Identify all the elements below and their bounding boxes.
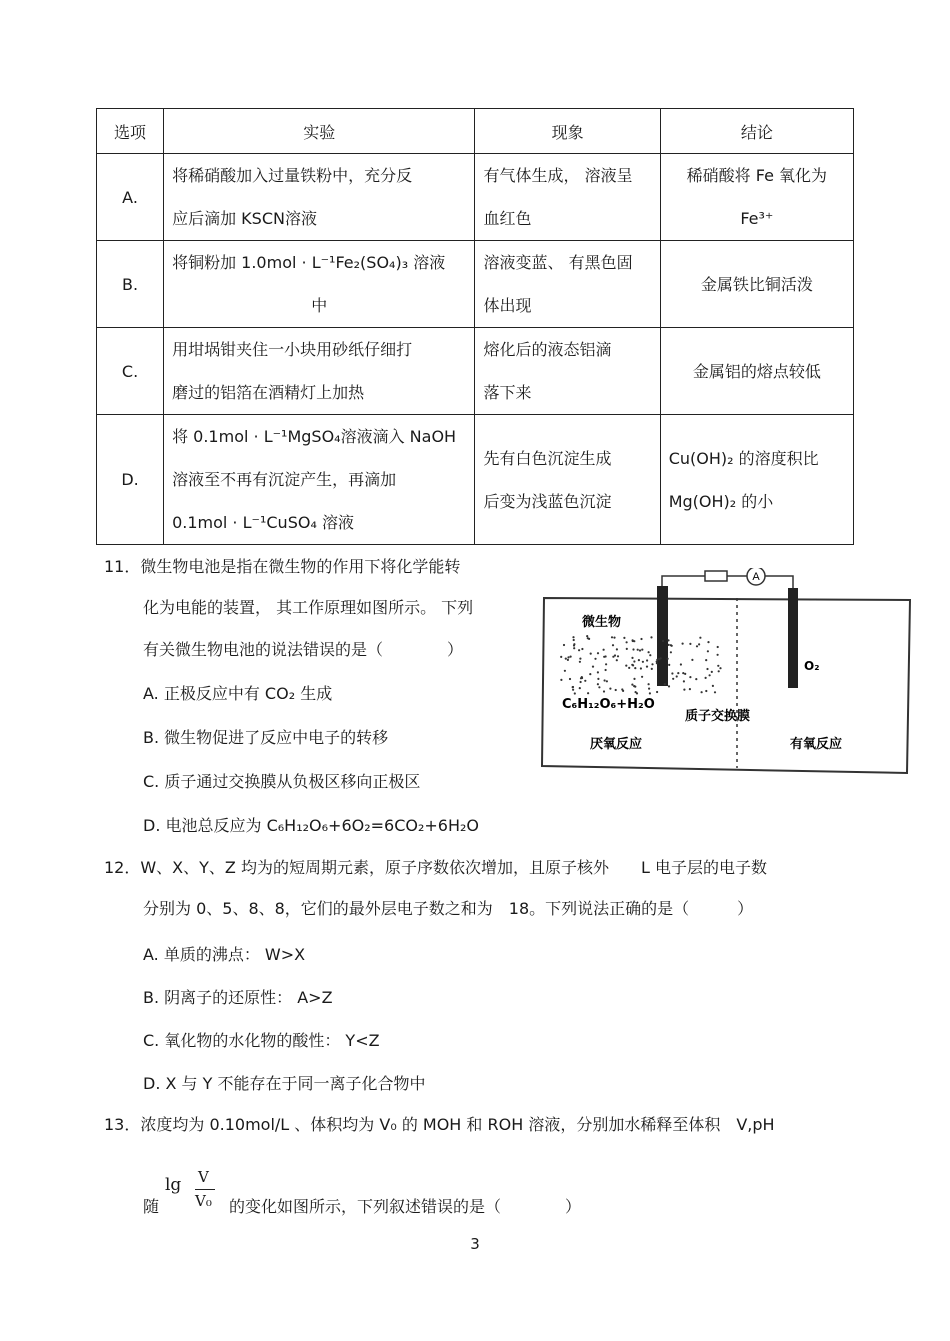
microbe-dot [572,636,574,638]
microbe-dot [625,665,627,667]
microbe-dot [705,690,707,692]
microbe-dot [636,692,638,694]
text-line: 将铜粉加 1.0mol · L⁻¹Fe₂(SO₄)₃ 溶液 [172,253,446,272]
microbe-dot [597,652,599,654]
microbe-dot [626,648,628,650]
microbe-dot [650,636,652,638]
table-row [97,328,854,415]
table-header-row [97,109,854,154]
microbe-dot [649,654,651,656]
microbe-dot [651,668,653,670]
anaerobic-label: 厌氧反应 [590,737,643,752]
microbe-dot [564,670,566,672]
glucose-label: C₆H₁₂O₆+H₂O [562,697,655,712]
microbe-dot [631,684,633,686]
q12-option-a: A. 单质的沸点： W>X [143,945,306,964]
microbe-dot [648,688,650,690]
microbe-dot [586,635,588,637]
microbe-dot [714,691,716,693]
microbe-dot [594,658,596,660]
microbe-dot [605,669,607,671]
microbe-dot [612,644,614,646]
text-line: 溶液变蓝、 有黑色固 [483,253,633,272]
option-cell: C. [97,328,164,415]
text-line: Cu(OH)₂ 的溶度积比 [668,448,819,468]
formula-denominator: V₀ [195,1192,212,1210]
microbe-dot [711,671,713,673]
microbe-dot [705,677,707,679]
q11-stem-line3: 有关微生物电池的说法错误的是（ ） [143,640,464,659]
microbe-dot [605,655,607,657]
experiment-cell [164,415,475,545]
experiment-table [96,108,854,545]
microbe-dot [609,688,611,690]
text-line: 金属铁比铜活泼 [700,274,813,294]
microbe-dot [646,659,648,661]
microbe-dot [719,667,721,669]
microbe-dot [717,665,719,667]
microbe-dot [574,692,576,694]
microbe-dot [656,691,658,693]
text-line: 熔化后的液态铝滴 [483,340,612,359]
microbe-dot [597,671,599,673]
q11-option-a: A. 正极反应中有 CO₂ 生成 [143,684,333,703]
microbe-dot [640,667,642,669]
microbe-dot [642,661,644,663]
microbe-dot [668,664,670,666]
text-line: 稀硝酸将 Fe 氧化为 [686,166,828,185]
microbe-dot [626,641,628,643]
q11-option-c: C. 质子通过交换膜从负极区移向正极区 [143,772,421,791]
microbe-dot [717,646,719,648]
header-conclusion: 结论 [660,109,853,154]
microbe-dot [660,657,662,659]
microbe-dot [628,667,630,669]
q13-stem-line1: 13．浓度均为 0.10mol/L 、体积均为 V₀ 的 MOH 和 ROH 溶液，分别加水稀释至体积 V,pH [104,1115,775,1134]
microbe-dot [587,692,589,694]
microbe-dot [567,656,569,658]
microbe-dot [668,685,670,687]
microbe-dot [670,651,672,653]
text-line: 体出现 [483,296,532,315]
microbe-dot [640,638,642,640]
microbe-dot [570,656,572,658]
microbe-dot [676,675,678,677]
text-line: 先有白色沉淀生成 [483,448,612,468]
microbe-dot [603,690,605,692]
microbe-dot [671,645,673,647]
microbe-dot [672,678,674,680]
microbe-dot [641,649,643,651]
wire [662,576,705,586]
q12-option-d: D. X 与 Y 不能存在于同一离子化合物中 [143,1074,426,1093]
formula-numerator: V [198,1168,209,1186]
q13-stem-rest: 的变化如图所示，下列叙述错误的是（ ） [229,1197,582,1216]
negative-electrode [657,586,668,686]
microbe-dot [701,691,703,693]
text-line: 落下来 [483,383,532,402]
experiment-cell [164,241,475,328]
phenomenon-cell [475,241,660,328]
microbe-dot [707,641,709,643]
microbe-dot [613,637,615,639]
microbe-dot [560,679,562,681]
microbe-dot [667,658,669,660]
option-cell: B. [97,241,164,328]
microbe-dot [597,678,599,680]
microbe-dot [646,666,648,668]
microbe-dot [565,658,567,660]
microbe-dot [682,643,684,645]
text-line: Fe³⁺ [740,209,774,228]
microbe-dot [604,679,606,681]
microbe-dot [639,649,641,651]
membrane-label: 质子交换膜 [685,709,751,724]
microbial-battery-diagram [540,568,915,778]
microbe-dot [631,657,633,659]
microbe-dot [581,676,583,678]
microbe-dot [682,672,684,674]
microbe-dot [590,653,592,655]
aerobic-label: 有氧反应 [790,737,843,752]
microbe-dot [689,643,691,645]
microbe-dots [560,635,722,695]
microbe-dot [581,648,583,650]
microbe-dot [699,637,701,639]
microbe-dot [656,662,658,664]
microbe-dot [705,659,707,661]
text-line: 血红色 [483,209,532,228]
experiment-cell [164,328,475,415]
microbe-dot [587,637,589,639]
q12-stem-line1: 12．W、X、Y、Z 均为的短周期元素，原子序数依次增加，且原子核外 L 电子层的电子数 [104,858,767,877]
microbe-dot [621,688,623,690]
phenomenon-cell [475,328,660,415]
microbe-dot [611,636,613,638]
microbe-dot [615,689,617,691]
microbe-dot [649,692,651,694]
text-line: 金属铝的熔点较低 [692,361,821,381]
q12-option-c: C. 氧化物的水化物的酸性： Y<Z [143,1031,380,1050]
microbe-dot [579,661,581,663]
q12-stem-line2: 分别为 0、5、8、8，它们的最外层电子数之和为 18。下列说法正确的是（ ） [143,899,754,918]
microbe-dot [634,667,636,669]
microbe-dot [684,673,686,675]
table-row [97,154,854,241]
conclusion-cell [660,328,853,415]
page-number: 3 [470,1235,480,1253]
formula-lg: lg [165,1175,182,1195]
phenomenon-cell [475,415,660,545]
microbe-dot [569,678,571,680]
microbe-dot [572,689,574,691]
microbe-dot [651,663,653,665]
conclusion-cell [660,241,853,328]
microbe-dot [712,685,714,687]
microbe-dot [614,654,616,656]
text-line: 将稀硝酸加入过量铁粉中，充分反 [172,166,413,185]
microbe-dot [633,685,635,687]
text-line: 后变为浅蓝色沉淀 [483,491,612,511]
microbe-label: 微生物 [582,615,622,630]
microbe-dot [632,640,634,642]
microbe-dot [567,659,569,661]
microbe-dot [560,656,562,658]
microbe-dot [683,680,685,682]
microbe-dot [572,686,574,688]
microbe-dot [616,659,618,661]
microbe-dot [664,683,666,685]
microbe-dot [606,680,608,682]
microbe-dot [632,648,634,650]
wire [765,576,793,588]
microbe-dot [717,654,719,656]
microbe-dot [617,655,619,657]
microbe-dot [696,645,698,647]
microbe-dot [698,643,700,645]
microbe-dot [563,644,565,646]
text-line: 应后滴加 KSCN溶液 [172,209,317,228]
microbe-dot [668,644,670,646]
q12-option-b: B. 阴离子的还原性： A>Z [143,988,333,1007]
q11-stem-line1: 11．微生物电池是指在微生物的作用下将化学能转 [104,557,461,576]
microbe-dot [616,648,618,650]
q13-stem-sui: 随 [143,1197,160,1216]
q11-stem-line2: 化为电能的装置， 其工作原理如图所示。 下列 [143,598,474,617]
option-cell: A. [97,154,164,241]
oxygen-label: O₂ [804,659,820,673]
microbe-dot [648,683,650,685]
microbe-dot [683,689,685,691]
text-line: 用坩埚钳夹住一小块用砂纸仔细打 [172,340,413,359]
positive-electrode [788,588,798,688]
microbe-dot [605,663,607,665]
microbe-dot [671,672,673,674]
microbe-dot [603,649,605,651]
microbe-dot [706,668,708,670]
text-line: 溶液至不再有沉淀产生，再滴加 [172,470,397,489]
microbe-dot [579,658,581,660]
header-phenomenon: 现象 [475,109,660,154]
q11-option-d: D. 电池总反应为 C₆H₁₂O₆+6O₂=6CO₂+6H₂O [143,816,480,835]
experiment-cell [164,154,475,241]
microbe-dot [641,676,643,678]
lg-ratio-formula [165,1168,225,1216]
table-row [97,415,854,545]
text-line: 0.1mol · L⁻¹CuSO₄ 溶液 [172,513,354,532]
text-line: 中 [311,296,328,315]
microbe-dot [677,672,679,674]
table-row [97,241,854,328]
microbe-dot [579,687,581,689]
microbe-dot [695,678,697,680]
microbe-dot [633,660,635,662]
microbe-dot [598,686,600,688]
microbe-dot [637,649,639,651]
microbe-dot [623,637,625,639]
microbe-dot [597,683,599,685]
microbe-dot [662,640,664,642]
phenomenon-cell [475,154,660,241]
header-option: 选项 [97,109,164,154]
option-cell: D. [97,415,164,545]
text-line: 将 0.1mol · L⁻¹MgSO₄溶液滴入 NaOH [172,427,457,446]
microbe-dot [580,681,582,683]
microbe-dot [573,647,575,649]
microbe-dot [578,649,580,651]
microbe-dot [718,670,720,672]
microbe-dot [584,680,586,682]
microbe-dot [667,639,669,641]
microbe-dot [638,659,640,661]
microbe-dot [680,663,682,665]
text-line: 有气体生成， 溶液呈 [483,166,633,185]
text-line: Mg(OH)₂ 的小 [668,491,774,511]
microbe-dot [648,651,650,653]
microbe-dot [589,673,591,675]
microbe-dot [592,666,594,668]
ammeter-label: A [752,571,760,583]
microbe-dot [633,678,635,680]
microbe-dot [573,639,575,641]
microbe-dot [691,659,693,661]
microbe-dot [707,650,709,652]
resistor [705,571,727,581]
microbe-dot [689,676,691,678]
microbe-dot [631,664,633,666]
conclusion-cell [660,415,853,545]
conclusion-cell [660,154,853,241]
microbe-dot [689,688,691,690]
header-experiment: 实验 [164,109,475,154]
microbe-dot [573,643,575,645]
formula-fraction-bar [195,1189,215,1190]
q11-option-b: B. 微生物促进了反应中电子的转移 [143,728,389,747]
text-line: 磨过的铝箔在酒精灯上加热 [172,383,365,402]
microbe-dot [709,674,711,676]
